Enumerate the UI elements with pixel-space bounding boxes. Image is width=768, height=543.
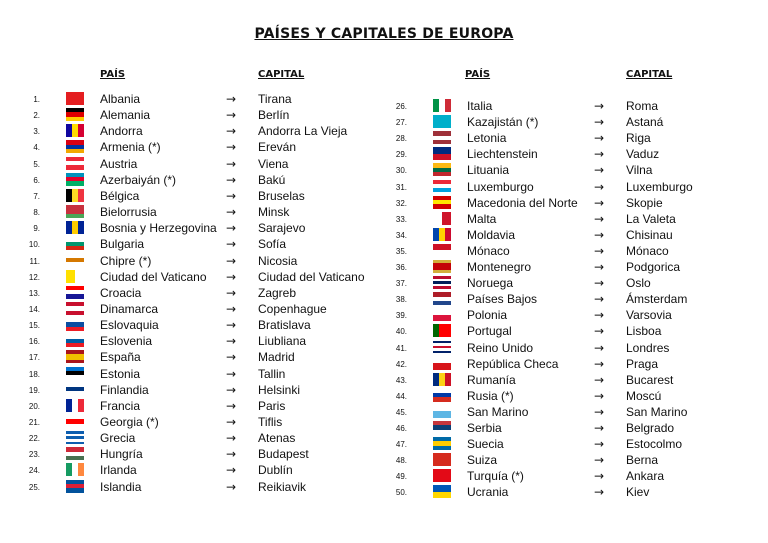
capital-name: Kiev <box>626 485 650 500</box>
item-number: 44. <box>395 391 407 401</box>
capital-name: Skopie <box>626 195 663 210</box>
country-name: Kazajistán (*) <box>467 115 539 130</box>
capital-name: Mónaco <box>626 243 669 258</box>
list-item <box>0 243 669 259</box>
item-number: 23. <box>28 450 40 460</box>
item-number: 49. <box>395 472 407 482</box>
arrow-icon: → <box>226 431 237 446</box>
flag-icon <box>433 244 451 257</box>
country-name: Italia <box>467 99 493 113</box>
capital-name: Zagreb <box>258 285 297 300</box>
arrow-icon: → <box>226 398 237 413</box>
country-name: Portugal <box>467 324 512 339</box>
country-name: Lituania <box>467 163 510 178</box>
flag-icon <box>433 324 451 337</box>
item-number: 17. <box>28 353 40 363</box>
flag-icon <box>433 405 451 418</box>
capital-name: Oslo <box>626 276 651 291</box>
list-item <box>0 162 653 178</box>
country-name: Bulgaria <box>100 237 145 252</box>
arrow-icon: → <box>226 108 237 123</box>
capital-name: Astaná <box>626 115 664 130</box>
item-number: 12. <box>28 272 40 282</box>
item-number: 43. <box>395 375 407 385</box>
arrow-icon: → <box>226 479 237 494</box>
flag-icon <box>433 276 451 289</box>
capital-name: Atenas <box>258 431 296 446</box>
list-item <box>0 130 651 146</box>
flag-icon <box>433 180 451 193</box>
country-name: Islandia <box>100 479 142 494</box>
capital-name: Helsinki <box>258 382 301 397</box>
flag-icon <box>433 357 451 370</box>
arrow-icon: → <box>226 301 237 316</box>
capital-name: Andorra La Vieja <box>258 124 348 139</box>
capital-name: Bratislava <box>258 318 311 333</box>
item-number: 45. <box>395 407 407 417</box>
capital-name: Budapest <box>258 447 309 462</box>
arrow-icon: → <box>594 115 605 130</box>
capital-name: Bakú <box>258 172 286 187</box>
item-number: 27. <box>395 118 407 128</box>
item-number: 40. <box>395 327 407 337</box>
flag-icon <box>433 453 451 466</box>
arrow-icon: → <box>226 334 237 349</box>
flag-icon <box>433 147 451 160</box>
country-name: Georgia (*) <box>100 415 159 429</box>
arrow-icon: → <box>594 211 605 226</box>
flag-icon <box>433 163 451 176</box>
country-name: Estonia <box>100 366 141 381</box>
country-name: Suiza <box>467 453 498 468</box>
item-number: 13. <box>28 288 40 298</box>
country-name: San Marino <box>467 404 529 419</box>
country-name: Alemania <box>100 108 151 123</box>
flag-icon <box>433 131 451 144</box>
capital-name: Madrid <box>258 350 295 365</box>
capital-name: Ciudad del Vaticano <box>258 269 365 284</box>
item-number: 26. <box>395 102 407 111</box>
capital-name: Podgorica <box>626 260 681 274</box>
arrow-icon: → <box>226 318 237 333</box>
capital-name: Belgrado <box>626 421 675 435</box>
capital-name: Luxemburgo <box>626 179 693 194</box>
country-name: Malta <box>467 211 497 226</box>
arrow-icon: → <box>594 179 605 194</box>
item-number: 18. <box>28 369 40 379</box>
item-number: 32. <box>395 198 407 208</box>
capital-name: Moscú <box>626 388 662 403</box>
capital-name: Viena <box>258 156 289 171</box>
arrow-icon: → <box>594 227 605 242</box>
list-item <box>0 275 651 291</box>
flag-icon <box>433 115 451 128</box>
capital-name: Berna <box>626 453 659 468</box>
capital-name: Tirana <box>258 92 292 106</box>
country-name: Polonia <box>467 308 508 323</box>
list-item <box>0 484 650 500</box>
flag-icon <box>433 389 451 402</box>
item-number: 21. <box>28 418 40 427</box>
arrow-icon: → <box>594 356 605 371</box>
item-number: 36. <box>395 263 407 272</box>
item-number: 8. <box>33 208 40 218</box>
page-title: PAÍSES Y CAPITALES DE EUROPA <box>254 26 514 42</box>
arrow-icon: → <box>226 285 237 300</box>
country-name: Eslovaquia <box>100 318 159 333</box>
item-number: 14. <box>28 304 40 314</box>
item-number: 9. <box>33 224 40 234</box>
capital-header-right: CAPITAL <box>626 69 673 80</box>
arrow-icon: → <box>226 463 237 478</box>
arrow-icon: → <box>594 453 605 468</box>
capital-name: Ereván <box>258 140 297 155</box>
item-number: 47. <box>395 440 407 450</box>
item-number: 22. <box>28 434 40 444</box>
item-number: 7. <box>33 191 40 201</box>
arrow-icon: → <box>594 276 605 291</box>
country-name: Grecia <box>100 431 136 446</box>
arrow-icon: → <box>226 92 237 106</box>
country-name: Irlanda <box>100 463 137 478</box>
list-item <box>0 227 673 243</box>
flag-icon <box>433 485 451 498</box>
arrow-icon: → <box>594 260 605 274</box>
country-name: Turquía (*) <box>467 469 524 484</box>
arrow-icon: → <box>226 269 237 284</box>
item-number: 48. <box>395 456 407 466</box>
capital-name: Dublín <box>258 463 293 478</box>
flag-icon <box>433 437 451 450</box>
list-item <box>0 323 662 339</box>
country-name: Andorra <box>100 124 143 139</box>
country-name: Azerbaiyán (*) <box>100 172 177 187</box>
country-name: Letonia <box>467 131 507 146</box>
item-number: 50. <box>395 488 407 498</box>
list-item <box>0 468 665 484</box>
arrow-icon: → <box>226 124 237 139</box>
arrow-icon: → <box>594 485 605 500</box>
flag-icon <box>433 99 451 112</box>
item-number: 28. <box>395 134 407 144</box>
arrow-icon: → <box>594 195 605 210</box>
capital-name: La Valeta <box>626 211 676 226</box>
country-name: Rusia (*) <box>467 388 514 403</box>
item-number: 6. <box>33 175 40 185</box>
item-number: 46. <box>395 424 407 433</box>
capital-name: Sarajevo <box>258 221 306 236</box>
country-name: Montenegro <box>467 260 532 274</box>
arrow-icon: → <box>594 421 605 435</box>
country-name: Francia <box>100 398 141 413</box>
country-name: Moldavia <box>467 227 516 242</box>
country-header-right: PAÍS <box>465 69 491 80</box>
flag-icon <box>433 292 451 305</box>
list-item <box>0 195 663 211</box>
item-number: 41. <box>395 343 407 353</box>
capital-name: Berlín <box>258 108 290 123</box>
capital-name: Chisinau <box>626 227 673 242</box>
arrow-icon: → <box>226 447 237 462</box>
list-item <box>0 436 683 452</box>
arrow-icon: → <box>594 372 605 387</box>
country-name: España <box>100 350 141 365</box>
item-number: 37. <box>395 279 407 289</box>
capital-name: Sofía <box>258 237 287 252</box>
item-number: 34. <box>395 230 407 240</box>
item-number: 1. <box>33 95 40 104</box>
arrow-icon: → <box>594 147 605 162</box>
list-item <box>0 356 659 372</box>
list-item <box>0 307 672 323</box>
list-item <box>0 146 660 162</box>
flag-icon <box>433 260 451 273</box>
arrow-icon: → <box>594 324 605 339</box>
country-name: Ucrania <box>467 485 509 500</box>
arrow-icon: → <box>226 140 237 155</box>
country-name: Hungría <box>100 447 143 462</box>
country-name: Reino Unido <box>467 340 534 355</box>
country-name: Liechtenstein <box>467 147 538 162</box>
country-name: Serbia <box>467 421 502 435</box>
list-item <box>0 420 675 436</box>
capital-name: Ámsterdam <box>626 292 688 307</box>
country-name: Mónaco <box>467 243 510 258</box>
capital-name: Minsk <box>258 205 290 220</box>
arrow-icon: → <box>594 243 605 258</box>
item-number: 5. <box>33 159 40 169</box>
capital-name: Tiflis <box>258 415 283 429</box>
capital-name: Bruselas <box>258 188 305 203</box>
country-name: Eslovenia <box>100 334 153 349</box>
country-name: República Checa <box>467 356 559 371</box>
capital-name: Vilna <box>626 163 653 178</box>
arrow-icon: → <box>226 188 237 203</box>
item-number: 16. <box>28 337 40 347</box>
country-name: Croacia <box>100 285 142 300</box>
item-number: 25. <box>28 482 40 492</box>
arrow-icon: → <box>594 388 605 403</box>
capital-name: Tallin <box>258 366 286 381</box>
item-number: 11. <box>29 256 40 266</box>
item-number: 39. <box>395 311 407 321</box>
list-item <box>0 114 664 130</box>
arrow-icon: → <box>226 205 237 220</box>
item-number: 38. <box>395 295 407 305</box>
arrow-icon: → <box>226 415 237 429</box>
capital-name: Liubliana <box>258 334 307 349</box>
capital-name: Praga <box>626 356 659 371</box>
country-name: Albania <box>100 92 141 106</box>
item-number: 30. <box>395 166 407 176</box>
capital-name: Reikiavik <box>258 479 307 494</box>
list-item <box>0 372 674 388</box>
item-number: 29. <box>395 150 407 160</box>
arrow-icon: → <box>594 163 605 178</box>
item-number: 31. <box>395 182 407 192</box>
capital-name: Lisboa <box>626 324 662 339</box>
arrow-icon: → <box>594 437 605 452</box>
arrow-icon: → <box>226 172 237 187</box>
capital-name: Estocolmo <box>626 437 683 452</box>
arrow-icon: → <box>594 469 605 484</box>
flag-icon <box>433 469 451 482</box>
capital-name: Nicosia <box>258 253 298 268</box>
country-name: Países Bajos <box>467 292 538 307</box>
flag-icon <box>433 308 451 321</box>
arrow-icon: → <box>594 340 605 355</box>
item-number: 33. <box>395 214 407 224</box>
capital-name: Ankara <box>626 469 665 484</box>
country-name: Armenia (*) <box>100 140 161 155</box>
arrow-icon: → <box>594 308 605 323</box>
capital-name: Varsovia <box>626 308 672 323</box>
arrow-icon: → <box>594 292 605 307</box>
capital-name: Bucarest <box>626 372 674 387</box>
arrow-icon: → <box>226 221 237 236</box>
country-name: Chipre (*) <box>100 253 152 268</box>
country-name: Macedonia del Norte <box>467 195 578 210</box>
flag-icon <box>433 228 451 241</box>
arrow-icon: → <box>226 350 237 365</box>
flag-icon <box>433 341 451 354</box>
list-item <box>0 179 693 195</box>
capital-name: Paris <box>258 398 286 413</box>
capital-name: San Marino <box>626 404 688 419</box>
country-name: Bosnia y Herzegovina <box>100 221 217 236</box>
country-name: Austria <box>100 156 138 171</box>
arrow-icon: → <box>226 366 237 381</box>
flag-icon <box>433 421 451 434</box>
item-number: 35. <box>395 246 407 256</box>
item-number: 42. <box>395 359 407 369</box>
capital-header-left: CAPITAL <box>258 69 305 80</box>
capital-name: Londres <box>626 340 670 355</box>
country-name: Suecia <box>467 437 504 452</box>
list-item <box>0 452 659 468</box>
country-header-left: PAÍS <box>100 69 126 80</box>
arrow-icon: → <box>594 99 605 113</box>
arrow-icon: → <box>226 382 237 397</box>
item-number: 24. <box>28 466 40 476</box>
country-name: Bielorrusia <box>100 205 157 220</box>
arrow-icon: → <box>226 156 237 171</box>
country-name: Noruega <box>467 276 514 291</box>
country-name: Bélgica <box>100 188 140 203</box>
list-item <box>0 404 688 420</box>
item-number: 15. <box>28 321 40 331</box>
list-item <box>0 388 662 404</box>
list-item <box>0 211 676 227</box>
item-number: 3. <box>33 127 40 137</box>
item-number: 2. <box>33 111 40 121</box>
arrow-icon: → <box>226 253 237 268</box>
item-number: 19. <box>28 385 40 395</box>
capital-name: Vaduz <box>626 147 660 162</box>
arrow-icon: → <box>594 131 605 146</box>
list-item <box>0 291 688 307</box>
list-item <box>0 340 670 356</box>
list-item <box>0 98 659 114</box>
country-name: Dinamarca <box>100 301 159 316</box>
item-number: 10. <box>28 240 40 250</box>
arrow-icon: → <box>226 237 237 252</box>
capital-name: Copenhague <box>258 301 327 316</box>
list-item <box>0 259 681 275</box>
country-name: Ciudad del Vaticano <box>100 269 207 284</box>
flag-icon <box>433 196 451 209</box>
item-number: 20. <box>28 401 40 411</box>
country-name: Finlandia <box>100 382 149 397</box>
arrow-icon: → <box>594 404 605 419</box>
flag-icon <box>433 373 451 386</box>
capital-name: Roma <box>626 99 659 113</box>
country-name: Rumanía <box>467 372 516 387</box>
item-number: 4. <box>33 143 40 153</box>
country-name: Luxemburgo <box>467 179 534 194</box>
capital-name: Riga <box>626 131 651 146</box>
flag-icon <box>433 212 451 225</box>
